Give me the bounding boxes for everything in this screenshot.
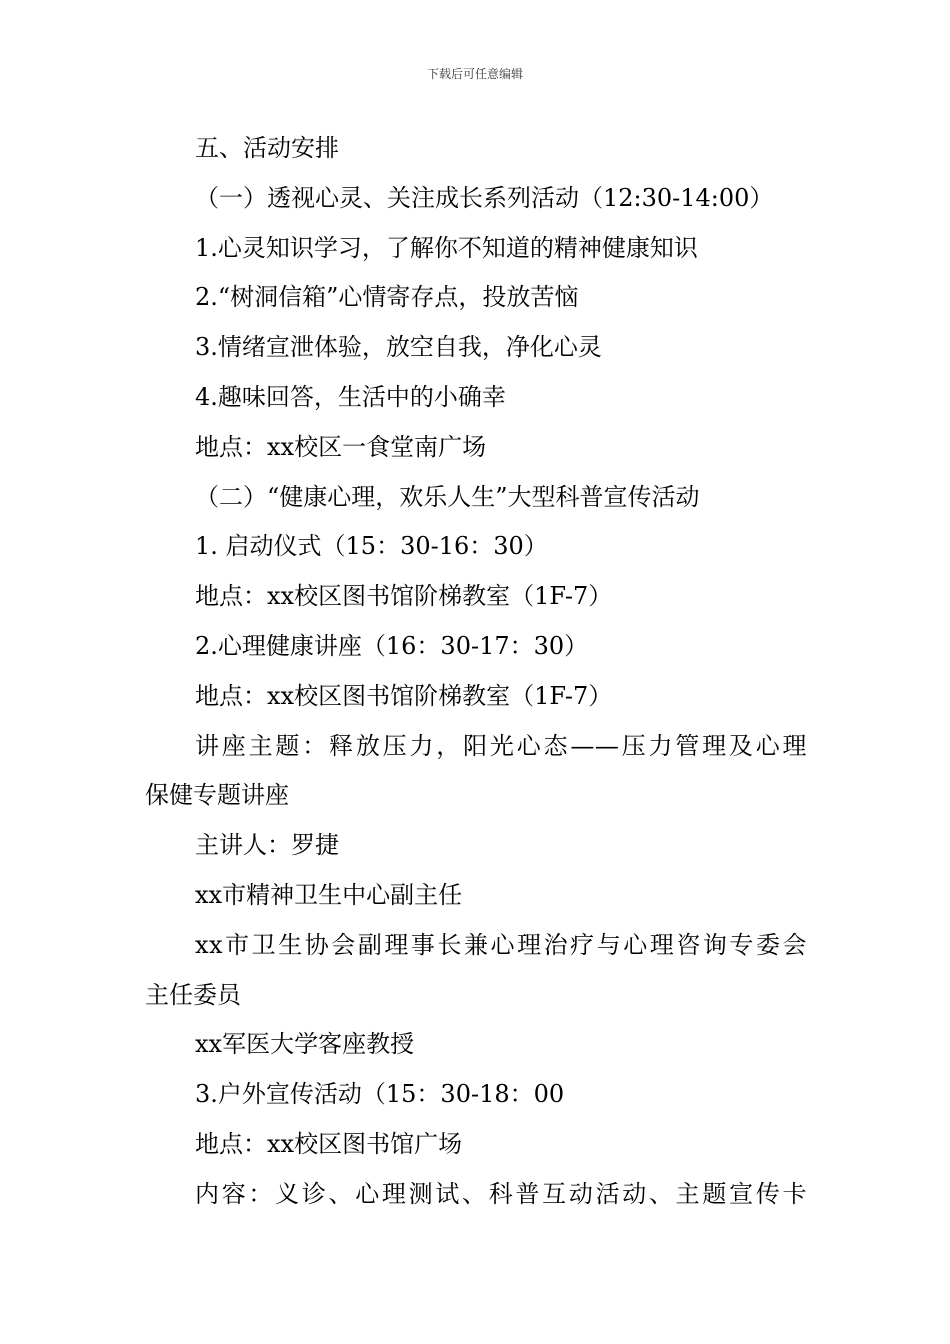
document-body bbox=[145, 124, 807, 1220]
header-note: 下载后可任意编辑 bbox=[426, 67, 523, 81]
location-line: 地点：xx校区图书馆阶梯教室（1F-7） bbox=[195, 582, 613, 611]
list-item: 2.心理健康讲座（16：30-17：30） bbox=[195, 631, 589, 660]
subsection-heading: （二）“健康心理，欢乐人生”大型科普宣传活动 bbox=[195, 482, 700, 511]
section-heading: 五、活动安排 bbox=[195, 134, 339, 162]
location-line: 地点：xx校区一食堂南广场 bbox=[195, 432, 487, 461]
location-line: 地点：xx校区图书馆阶梯教室（1F-7） bbox=[195, 681, 613, 710]
list-item: 3.户外宣传活动（15：30-18：00 bbox=[195, 1080, 565, 1109]
speaker-title-line: xx军医大学客座教授 bbox=[195, 1030, 415, 1059]
lecture-topic-continuation: 保健专题讲座 bbox=[145, 781, 289, 810]
list-item: 3.情绪宣泄体验，放空自我，净化心灵 bbox=[195, 333, 602, 362]
speaker-title-line: xx市精神卫生中心副主任 bbox=[195, 880, 463, 909]
content-line: 内容：义诊、心理测试、科普互动活动、主题宣传卡 bbox=[195, 1179, 807, 1208]
list-item: 4.趣味回答，生活中的小确幸 bbox=[195, 382, 506, 411]
list-item: 1.心灵知识学习，了解你不知道的精神健康知识 bbox=[195, 233, 698, 262]
speaker-line: 主讲人：罗捷 bbox=[195, 831, 339, 860]
list-item: 1. 启动仪式（15：30-16：30） bbox=[195, 532, 548, 561]
subsection-heading: （一）透视心灵、关注成长系列活动（12:30-14:00） bbox=[195, 183, 774, 212]
lecture-topic-line: 讲座主题：释放压力，阳光心态——压力管理及心理 bbox=[195, 731, 807, 760]
list-item: 2.“树洞信箱”心情寄存点，投放苦恼 bbox=[195, 283, 579, 312]
location-line: 地点：xx校区图书馆广场 bbox=[195, 1129, 463, 1158]
speaker-title-line: xx市卫生协会副理事长兼心理治疗与心理咨询专委会 bbox=[195, 930, 807, 959]
speaker-title-continuation: 主任委员 bbox=[145, 980, 241, 1009]
